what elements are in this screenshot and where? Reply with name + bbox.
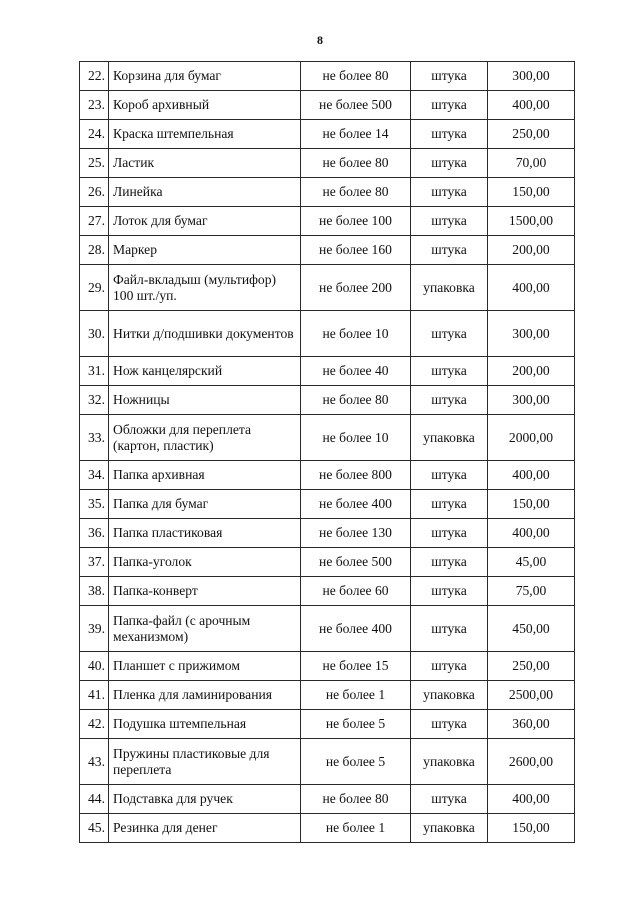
- row-number: 27.: [80, 207, 109, 236]
- item-name: Папка-конверт: [109, 577, 301, 606]
- row-number: 29.: [80, 265, 109, 311]
- unit: штука: [411, 548, 488, 577]
- item-name: Ластик: [109, 149, 301, 178]
- row-number: 24.: [80, 120, 109, 149]
- price: 1500,00: [488, 207, 575, 236]
- table-row: [80, 519, 575, 548]
- row-number: 43.: [80, 739, 109, 785]
- unit: штука: [411, 357, 488, 386]
- price: 400,00: [488, 785, 575, 814]
- table-row: [80, 548, 575, 577]
- price: 2000,00: [488, 415, 575, 461]
- table-row: [80, 606, 575, 652]
- item-name: Пружины пластиковые для переплета: [109, 739, 301, 785]
- price: 150,00: [488, 178, 575, 207]
- quantity-limit: не более 40: [301, 357, 411, 386]
- table-row: [80, 814, 575, 843]
- quantity-limit: не более 500: [301, 548, 411, 577]
- row-number: 36.: [80, 519, 109, 548]
- quantity-limit: не более 80: [301, 178, 411, 207]
- price: 250,00: [488, 652, 575, 681]
- quantity-limit: не более 160: [301, 236, 411, 265]
- item-name: Папка-уголок: [109, 548, 301, 577]
- table-row: [80, 357, 575, 386]
- unit: штука: [411, 519, 488, 548]
- unit: штука: [411, 577, 488, 606]
- table-row: [80, 415, 575, 461]
- quantity-limit: не более 1: [301, 814, 411, 843]
- item-name: Ножницы: [109, 386, 301, 415]
- table-row: [80, 149, 575, 178]
- unit: штука: [411, 207, 488, 236]
- row-number: 28.: [80, 236, 109, 265]
- row-number: 32.: [80, 386, 109, 415]
- table-row: [80, 785, 575, 814]
- quantity-limit: не более 130: [301, 519, 411, 548]
- unit: штука: [411, 386, 488, 415]
- table-row: [80, 265, 575, 311]
- table-row: [80, 62, 575, 91]
- row-number: 30.: [80, 311, 109, 357]
- unit: штука: [411, 490, 488, 519]
- item-name: Лоток для бумаг: [109, 207, 301, 236]
- price: 250,00: [488, 120, 575, 149]
- item-name: Короб архивный: [109, 91, 301, 120]
- unit: штука: [411, 120, 488, 149]
- unit: упаковка: [411, 681, 488, 710]
- item-name: Папка архивная: [109, 461, 301, 490]
- item-name: Пленка для ламинирования: [109, 681, 301, 710]
- quantity-limit: не более 400: [301, 606, 411, 652]
- item-name: Маркер: [109, 236, 301, 265]
- unit: штука: [411, 785, 488, 814]
- quantity-limit: не более 80: [301, 386, 411, 415]
- unit: штука: [411, 236, 488, 265]
- item-name: Папка пластиковая: [109, 519, 301, 548]
- unit: штука: [411, 710, 488, 739]
- table-row: [80, 681, 575, 710]
- row-number: 40.: [80, 652, 109, 681]
- quantity-limit: не более 1: [301, 681, 411, 710]
- price: 2600,00: [488, 739, 575, 785]
- table-row: [80, 386, 575, 415]
- table-row: [80, 652, 575, 681]
- price: 450,00: [488, 606, 575, 652]
- row-number: 39.: [80, 606, 109, 652]
- quantity-limit: не более 60: [301, 577, 411, 606]
- row-number: 41.: [80, 681, 109, 710]
- price: 75,00: [488, 577, 575, 606]
- quantity-limit: не более 10: [301, 311, 411, 357]
- item-name: Папка-файл (с арочным механизмом): [109, 606, 301, 652]
- item-name: Нитки д/подшивки документов: [109, 311, 301, 357]
- item-name: Обложки для переплета (картон, пластик): [109, 415, 301, 461]
- item-name: Нож канцелярский: [109, 357, 301, 386]
- price: 400,00: [488, 91, 575, 120]
- price: 400,00: [488, 519, 575, 548]
- price: 400,00: [488, 265, 575, 311]
- row-number: 33.: [80, 415, 109, 461]
- row-number: 45.: [80, 814, 109, 843]
- quantity-limit: не более 80: [301, 149, 411, 178]
- table-row: [80, 120, 575, 149]
- row-number: 38.: [80, 577, 109, 606]
- quantity-limit: не более 10: [301, 415, 411, 461]
- quantity-limit: не более 80: [301, 785, 411, 814]
- item-name: Резинка для денег: [109, 814, 301, 843]
- row-number: 37.: [80, 548, 109, 577]
- price: 400,00: [488, 461, 575, 490]
- price: 300,00: [488, 62, 575, 91]
- unit: штука: [411, 149, 488, 178]
- item-name: Планшет с прижимом: [109, 652, 301, 681]
- item-name: Подставка для ручек: [109, 785, 301, 814]
- quantity-limit: не более 80: [301, 62, 411, 91]
- item-name: Папка для бумаг: [109, 490, 301, 519]
- unit: упаковка: [411, 739, 488, 785]
- table-row: [80, 461, 575, 490]
- unit: штука: [411, 652, 488, 681]
- row-number: 23.: [80, 91, 109, 120]
- table-row: [80, 490, 575, 519]
- supply-table: [79, 61, 575, 843]
- row-number: 35.: [80, 490, 109, 519]
- table-row: [80, 91, 575, 120]
- item-name: Корзина для бумаг: [109, 62, 301, 91]
- quantity-limit: не более 500: [301, 91, 411, 120]
- row-number: 22.: [80, 62, 109, 91]
- quantity-limit: не более 14: [301, 120, 411, 149]
- item-name: Файл-вкладыш (мультифор) 100 шт./уп.: [109, 265, 301, 311]
- price: 200,00: [488, 357, 575, 386]
- price: 360,00: [488, 710, 575, 739]
- table-row: [80, 178, 575, 207]
- row-number: 44.: [80, 785, 109, 814]
- unit: штука: [411, 178, 488, 207]
- unit: штука: [411, 62, 488, 91]
- price: 2500,00: [488, 681, 575, 710]
- page-number: 8: [317, 33, 323, 47]
- item-name: Краска штемпельная: [109, 120, 301, 149]
- row-number: 34.: [80, 461, 109, 490]
- table-row: [80, 739, 575, 785]
- quantity-limit: не более 400: [301, 490, 411, 519]
- unit: упаковка: [411, 415, 488, 461]
- unit: упаковка: [411, 265, 488, 311]
- unit: штука: [411, 311, 488, 357]
- quantity-limit: не более 200: [301, 265, 411, 311]
- quantity-limit: не более 100: [301, 207, 411, 236]
- table-row: [80, 577, 575, 606]
- table-row: [80, 311, 575, 357]
- unit: упаковка: [411, 814, 488, 843]
- unit: штука: [411, 606, 488, 652]
- unit: штука: [411, 91, 488, 120]
- table-row: [80, 710, 575, 739]
- table-row: [80, 236, 575, 265]
- unit: штука: [411, 461, 488, 490]
- price: 45,00: [488, 548, 575, 577]
- row-number: 26.: [80, 178, 109, 207]
- item-name: Подушка штемпельная: [109, 710, 301, 739]
- row-number: 31.: [80, 357, 109, 386]
- item-name: Линейка: [109, 178, 301, 207]
- quantity-limit: не более 5: [301, 739, 411, 785]
- price: 300,00: [488, 311, 575, 357]
- row-number: 42.: [80, 710, 109, 739]
- price: 300,00: [488, 386, 575, 415]
- price: 70,00: [488, 149, 575, 178]
- table-row: [80, 207, 575, 236]
- price: 150,00: [488, 814, 575, 843]
- quantity-limit: не более 15: [301, 652, 411, 681]
- price: 200,00: [488, 236, 575, 265]
- price: 150,00: [488, 490, 575, 519]
- quantity-limit: не более 800: [301, 461, 411, 490]
- row-number: 25.: [80, 149, 109, 178]
- quantity-limit: не более 5: [301, 710, 411, 739]
